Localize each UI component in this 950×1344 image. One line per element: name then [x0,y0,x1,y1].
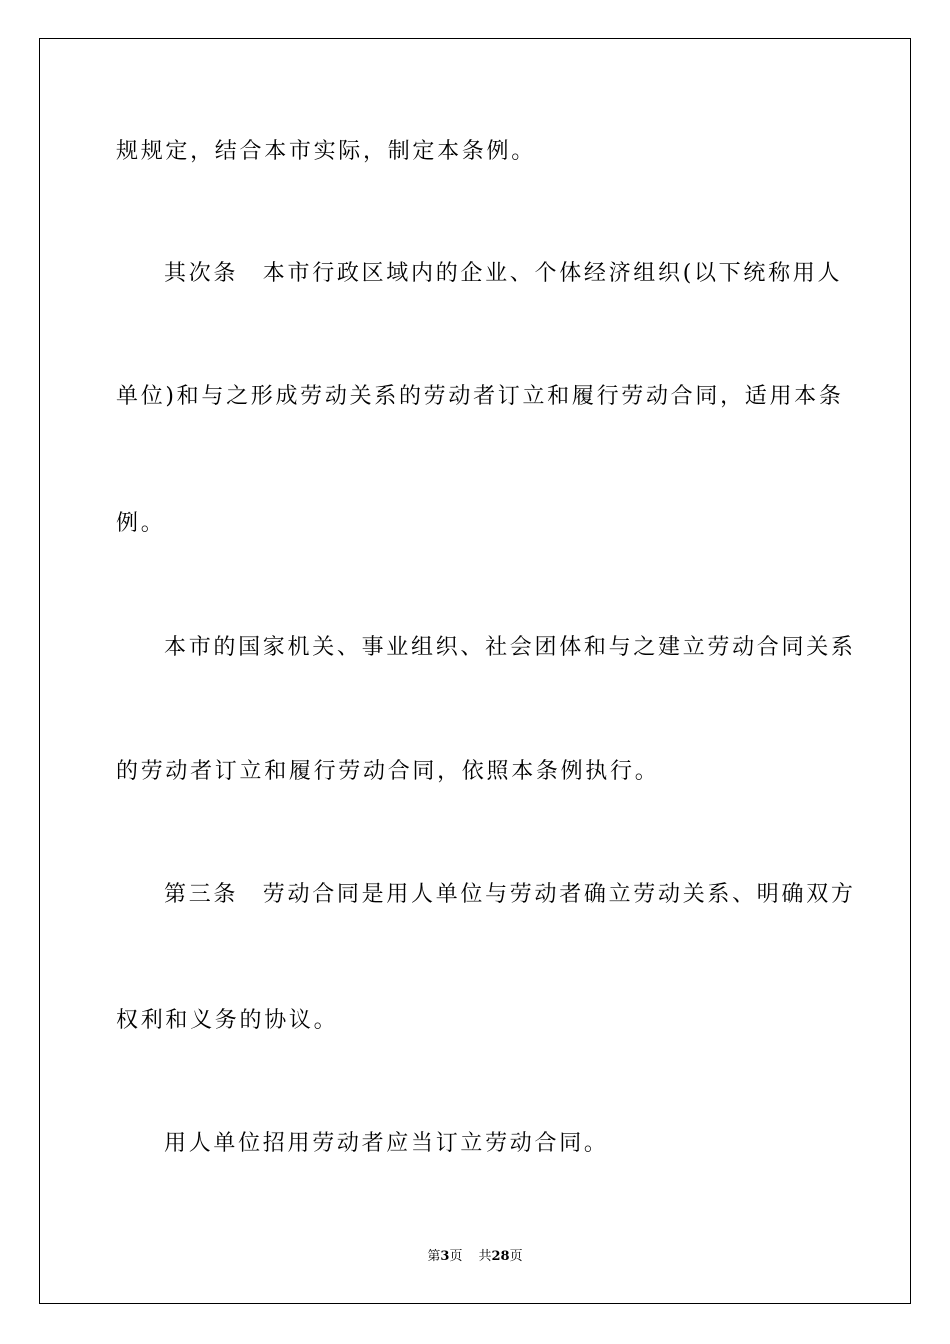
paragraph-line-9: 用人单位招用劳动者应当订立劳动合同。 [164,1131,609,1156]
footer-page-suffix: 页 [449,1249,463,1264]
paragraph-line-3: 单位)和与之形成劳动关系的劳动者订立和履行劳动合同，适用本条 [116,384,844,409]
paragraph-line-1: 规规定，结合本市实际，制定本条例。 [116,139,536,164]
footer-total-pages: 28 [491,1249,510,1264]
paragraph-line-6: 的劳动者订立和履行劳动合同，依照本条例执行。 [116,759,660,784]
paragraph-line-4: 例。 [116,511,166,536]
page-border [39,38,911,1304]
paragraph-line-2: 其次条 本市行政区域内的企业、个体经济组织(以下统称用人 [164,261,843,286]
footer-page-prefix: 第 [427,1249,441,1264]
paragraph-line-7: 第三条 劳动合同是用人单位与劳动者确立劳动关系、明确双方 [164,882,856,907]
page-footer [0,1248,950,1266]
paragraph-line-8: 权利和义务的协议。 [116,1008,339,1033]
footer-page-number: 3 [440,1249,450,1264]
paragraph-line-5: 本市的国家机关、事业组织、社会团体和与之建立劳动合同关系 [164,635,856,660]
footer-total-prefix: 共 [478,1249,492,1264]
footer-total-suffix: 页 [509,1249,523,1264]
